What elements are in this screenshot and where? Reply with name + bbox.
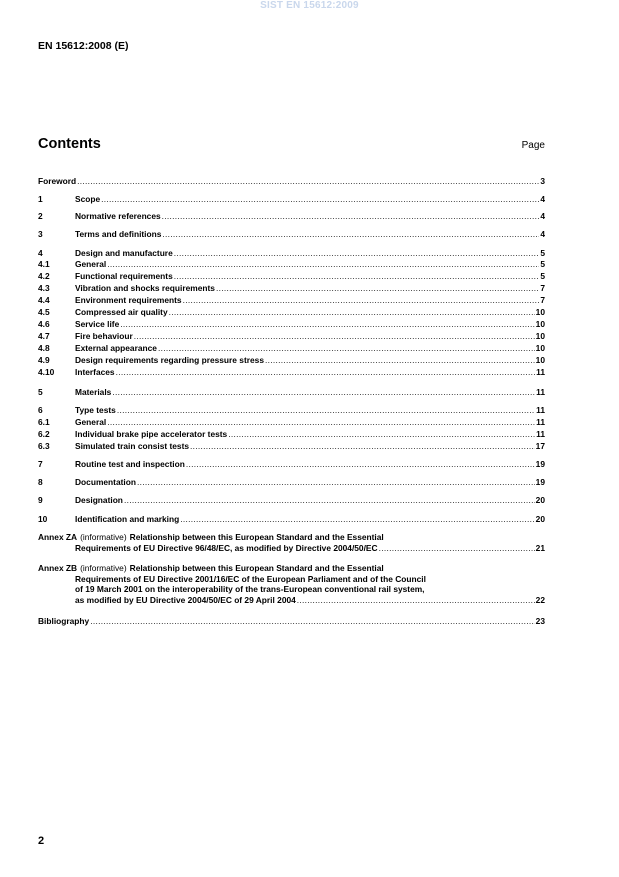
toc-entry[interactable] (38, 258, 545, 270)
toc-entry-page: 5 (540, 259, 545, 269)
toc-entry-title: Service life (75, 319, 120, 329)
toc-entry-page: 11 (536, 429, 545, 439)
toc-entry-page: 7 (540, 283, 545, 293)
toc-leader-dots (90, 615, 534, 627)
toc-entry-title: Normative references (75, 211, 161, 221)
toc-entry[interactable] (38, 330, 545, 342)
toc-entry-number: 1 (38, 194, 43, 204)
toc-entry-title: Compressed air quality (75, 307, 168, 317)
toc-leader-dots (134, 330, 535, 342)
toc-leader-dots (379, 543, 535, 554)
annex-label: Annex ZA (38, 532, 78, 542)
toc-entry-title: Materials (75, 387, 112, 397)
toc-entry[interactable] (38, 386, 545, 398)
toc-entry[interactable] (38, 306, 545, 318)
toc-entry-number: 4.3 (38, 283, 50, 293)
toc-entry-page: 5 (540, 248, 545, 258)
toc-annex-za[interactable] (38, 532, 545, 553)
toc-leader-dots (183, 294, 540, 306)
toc-entry-number: 8 (38, 477, 43, 487)
toc-entry-title: Simulated train consist tests (75, 441, 190, 451)
annex-title-line: as modified by EU Directive 2004/50/EC of 29 April 2004 (75, 594, 296, 605)
toc-entry-title: Documentation (75, 477, 136, 487)
toc-entry-page: 10 (535, 355, 545, 365)
toc-entry-title: Type tests (75, 405, 116, 415)
toc-entry-number: 6.3 (38, 441, 50, 451)
toc-entry-number: 4.8 (38, 343, 50, 353)
watermark: SIST EN 15612:2009 (260, 0, 359, 11)
toc-entry-title: Design and manufacture (75, 248, 173, 258)
toc-entry-page: 20 (535, 495, 545, 505)
toc-entry-page: 3 (540, 176, 545, 186)
toc-entry-page: 4 (540, 194, 545, 204)
annex-label: Annex ZB (38, 563, 78, 573)
toc-entry-title: Functional requirements (75, 271, 173, 281)
toc-leader-dots (228, 428, 535, 440)
toc-entry-page: 11 (536, 417, 545, 427)
toc-entry-number: 4.1 (38, 259, 50, 269)
toc-leader-dots (107, 258, 539, 270)
toc-entry[interactable] (38, 494, 545, 506)
toc-entry[interactable] (38, 440, 545, 452)
toc-entry[interactable] (38, 318, 545, 330)
toc-entry-title: Environment requirements (75, 295, 182, 305)
toc-entry-number: 6.2 (38, 429, 50, 439)
toc-entry-page: 17 (535, 441, 545, 451)
toc-entry-title: Interfaces (75, 367, 115, 377)
toc-entry-page: 20 (535, 514, 545, 524)
toc-entry-page: 10 (535, 319, 545, 329)
toc-entry-page: 4 (540, 229, 545, 239)
toc-entry-foreword[interactable] (38, 175, 545, 187)
toc-entry-number: 4.9 (38, 355, 50, 365)
toc-entry[interactable] (38, 228, 545, 240)
toc-entry-number: 4.4 (38, 295, 50, 305)
toc-entry-title: Foreword (38, 176, 77, 186)
toc-entry-number: 3 (38, 229, 43, 239)
toc-entry-page: 7 (540, 295, 545, 305)
toc-entry[interactable] (38, 193, 545, 205)
toc-leader-dots (101, 193, 539, 205)
toc-entry-title: Fire behaviour (75, 331, 133, 341)
toc-entry-page: 22 (535, 594, 545, 605)
toc-leader-dots (190, 440, 535, 452)
toc-leader-dots (174, 270, 540, 282)
toc-leader-dots (265, 354, 535, 366)
document-id: EN 15612:2008 (E) (38, 40, 129, 52)
toc-entry-page: 23 (535, 616, 545, 626)
toc-entry-title: Routine test and inspection (75, 459, 185, 469)
toc-entry-title: Individual brake pipe accelerator tests (75, 429, 228, 439)
toc-entry-number: 4.10 (38, 367, 55, 377)
toc-leader-dots (162, 228, 539, 240)
page-number: 2 (38, 835, 45, 847)
toc-entry-number: 4.7 (38, 331, 50, 341)
toc-entry-title: External appearance (75, 343, 157, 353)
toc-entry-page: 21 (535, 542, 545, 553)
toc-entry-number: 4.6 (38, 319, 50, 329)
contents-heading: Contents (38, 136, 101, 152)
toc-entry-number: 4 (38, 248, 43, 258)
toc-entry-page: 5 (540, 271, 545, 281)
toc-entry-title: Scope (75, 194, 101, 204)
toc-leader-dots (158, 342, 535, 354)
toc-entry-number: 6 (38, 405, 43, 415)
toc-entry-number: 7 (38, 459, 43, 469)
toc-leader-dots (124, 494, 535, 506)
toc-entry-bibliography[interactable] (38, 615, 545, 627)
toc-leader-dots (77, 175, 539, 187)
toc-leader-dots (297, 595, 535, 606)
toc-leader-dots (180, 513, 534, 525)
toc-entry[interactable] (38, 513, 545, 525)
toc-leader-dots (186, 458, 535, 470)
toc-entry[interactable] (38, 476, 545, 488)
toc-entry-page: 11 (536, 405, 545, 415)
toc-entry-page: 10 (535, 343, 545, 353)
toc-entry-number: 4.5 (38, 307, 50, 317)
toc-entry-number: 5 (38, 387, 43, 397)
toc-entry-title: Terms and definitions (75, 229, 162, 239)
toc-entry-page: 4 (540, 211, 545, 221)
toc-entry-title: General (75, 259, 107, 269)
toc-entry-title: Identification and marking (75, 514, 180, 524)
toc-entry-page: 19 (535, 459, 545, 469)
toc-leader-dots (116, 366, 536, 378)
toc-leader-dots (137, 476, 535, 488)
toc-entry-title: Bibliography (38, 616, 90, 626)
toc-entry-page: 11 (536, 367, 545, 377)
toc-leader-dots (112, 386, 535, 398)
annex-informative: (informative) (80, 532, 127, 542)
toc-entry[interactable] (38, 428, 545, 440)
toc-entry[interactable] (38, 458, 545, 470)
toc-entry-title: Design requirements regarding pressure stress (75, 355, 264, 365)
toc-leader-dots (107, 416, 535, 428)
annex-informative: (informative) (80, 563, 127, 573)
page-column-label: Page (521, 140, 545, 151)
annex-title-line: Requirements of EU Directive 2001/16/EC of the European Parliament and of the Council (75, 573, 426, 584)
toc-entry-number: 9 (38, 495, 43, 505)
toc-entry[interactable] (38, 342, 545, 354)
toc-entry-title: General (75, 417, 107, 427)
toc-entry[interactable] (38, 270, 545, 282)
toc-leader-dots (117, 404, 535, 416)
annex-title-line: of 19 March 2001 on the interoperability of the trans-European conventional rail system, (75, 584, 425, 594)
toc-entry[interactable] (38, 416, 545, 428)
toc-entry[interactable] (38, 294, 545, 306)
toc-entry-page: 19 (535, 477, 545, 487)
toc-leader-dots (120, 318, 534, 330)
toc-leader-dots (169, 306, 535, 318)
annex-title-line: Relationship between this European Standard and the Essential (129, 563, 384, 573)
annex-title-line: Relationship between this European Standard and the Essential (129, 532, 384, 542)
toc-entry[interactable] (38, 404, 545, 416)
toc-entry-page: 11 (536, 387, 545, 397)
toc-entry-page: 10 (535, 331, 545, 341)
toc-entry-title: Designation (75, 495, 123, 505)
toc-entry-number: 10 (38, 514, 48, 524)
toc-entry-page: 10 (535, 307, 545, 317)
toc-leader-dots (162, 210, 540, 222)
toc-entry[interactable] (38, 282, 545, 294)
toc-annex-zb[interactable] (38, 563, 545, 605)
toc-leader-dots (216, 282, 539, 294)
toc-entry-title: Vibration and shocks requirements (75, 283, 215, 293)
toc-entry-number: 4.2 (38, 271, 50, 281)
toc-entry[interactable] (38, 366, 545, 378)
annex-title-line: Requirements of EU Directive 96/48/EC, as modified by Directive 2004/50/EC (75, 542, 378, 553)
toc-entry-number: 2 (38, 211, 43, 221)
toc-entry[interactable] (38, 210, 545, 222)
toc-entry-number: 6.1 (38, 417, 50, 427)
toc-entry[interactable] (38, 354, 545, 366)
